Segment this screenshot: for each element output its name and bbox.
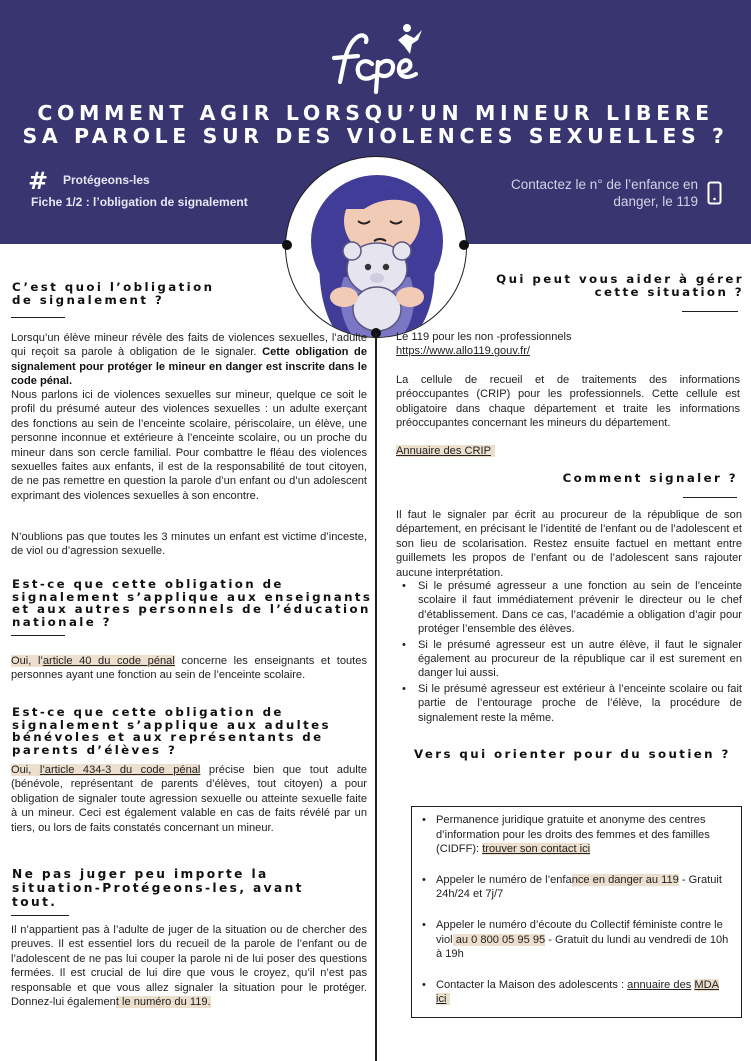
signaler-bullet-list	[396, 579, 742, 726]
heading-line: signalement s’applique aux enseignants	[12, 589, 373, 604]
page-title	[0, 102, 751, 148]
heading-line: et aux autres personnels de l’éducation	[12, 602, 371, 616]
support-box	[411, 806, 742, 1018]
heading-line: cette situation ?	[594, 284, 744, 299]
child-hugging-teddy-image	[286, 157, 467, 338]
heading-line: Qui peut vous aider à gérer	[496, 272, 744, 286]
child-illustration	[285, 156, 467, 338]
comment-signaler-paragraph: Il faut le signaler par écrit au procureur de la république de son département, en précisant le l’identité de l’enfant ou de l’adolescent et son lieu de scolarisation. Restez ensuite factuel en mettant entre guillemets les propos de l’enfant ou de l’adolescent sans rajouter aucune interprétation.	[396, 509, 742, 579]
heading-line: Est-ce que cette obligation de	[12, 705, 284, 719]
heading-line: nationale ?	[12, 614, 112, 629]
text-span: Oui,	[11, 764, 40, 776]
text-span: Appeler le numéro d’écoute du Collectif féministe contre le viol	[436, 918, 723, 946]
text-span	[11, 764, 200, 776]
timeline-dot-left	[282, 240, 292, 250]
list-item: • Si le présumé agresseur a une fonction au sein de l’enceinte scolaire il faut immédiatement prévenir le directeur ou le chef d’établissement. Dans ce cas, l’académie a obligation d’agir pour protéger l’ensemble des élèves.	[396, 579, 742, 637]
highlighted-phone-number: au 0 800 05 95 95	[452, 933, 546, 946]
annuaire-crip-link[interactable]: Annuaire des CRIP	[396, 445, 495, 457]
text-span: Lorsqu’un élève mineur révèle des faits de violences sexuelles, l’adulte qui reçoit sa parole à obligation de le signaler.	[11, 332, 367, 359]
list-item: • Si le présumé agresseur est un autre élève, il faut le signaler également au procureur de la république car il est surement en danger lui aussi.	[396, 638, 742, 681]
section-heading-teachers	[12, 578, 372, 628]
title-line-1: COMMENT AGIR LORSQU’UN MINEUR LIBERE	[37, 101, 714, 125]
text-span: - Gratuit du lundi au vendredi de 10h à 19h	[436, 933, 729, 961]
text-span: concerne les enseignants et toutes personnes ayant une fonction au sein de l’enceinte scolaire.	[11, 655, 367, 682]
heading-line: Vers qui orienter pour du soutien ?	[414, 747, 731, 761]
text-span: - Gratuit 24h/24 et 7j/7	[436, 873, 722, 901]
section-heading-qui-peut-aider	[440, 273, 744, 298]
text-span: précise bien que tout adulte (bénévole, représentant de parents d’élèves, tout citoyen) a pour obligation de signaler toute agression sexuelle ou atteinte sexuelle faite à un mineur. Ceci est également valable en cas de faits révélé par un tiers, ou lors de faits constatés concernant un mineur.	[11, 764, 367, 834]
mda-annuaire-link-cont[interactable]: MDA ici	[436, 978, 720, 1006]
heading-underline	[11, 635, 65, 636]
list-item-cfcv	[412, 918, 740, 962]
fiche-label: Fiche 1/2 : l’obligation de signalement	[31, 195, 248, 209]
volunteers-paragraph	[11, 763, 367, 835]
list-item-cidff	[412, 813, 740, 857]
text-span: Il n’appartient pas à l’adulte de juger de la situation ou de chercher des preuves. Il est essentiel lors du recueil de la parole de l’enfant ou de l’adolescent de ne pas lui couper la parole ni de lui poser des questions fermées. Il est crucial de lui dire que vous le croyez, qu’il n’est pas responsable et que vous allez signaler la situation pour le protéger. Donnez-lui égalemen	[11, 924, 367, 1009]
section-heading-comment-signaler	[440, 472, 738, 485]
contact-line-1: Contactez le n° de l’enfance en	[510, 177, 698, 192]
tagline: Protégeons-les	[63, 173, 150, 187]
heading-line: de signalement ?	[12, 292, 165, 307]
article-40-link[interactable]: article 40 du code pénal	[42, 655, 175, 667]
heading-line: Ne pas juger peu importe la	[12, 867, 269, 881]
text-span: Contacter la Maison des adolescents :	[436, 978, 628, 991]
support-list	[412, 813, 740, 1023]
heading-line: tout.	[12, 895, 58, 909]
section-heading-ne-pas-juger	[12, 867, 304, 909]
heading-line: Comment signaler ?	[562, 471, 738, 485]
title-line-2: SA PAROLE SUR DES VIOLENCES SEXUELLES ?	[22, 124, 729, 148]
heading-underline	[11, 915, 69, 916]
article-434-3-link[interactable]: l’article 434-3 du code pénal	[39, 764, 201, 776]
highlighted-119: t le numéro du 119.	[115, 996, 211, 1009]
contact-119-text	[470, 176, 698, 210]
list-item-119	[412, 873, 740, 902]
fcpe-logo	[318, 18, 428, 100]
heading-line: situation-Protégeons-les, avant	[12, 881, 304, 895]
smartphone-icon	[707, 181, 722, 205]
allo119-link[interactable]: https://www.allo119.gouv.fr/	[396, 345, 531, 358]
timeline-dot-right	[459, 240, 469, 250]
ne-pas-juger-paragraph	[11, 923, 367, 1009]
bold-text: Cette obligation de signalement pour protéger le mineur en danger est inscrite dans le code pénal.	[11, 346, 368, 388]
heading-underline	[11, 317, 65, 318]
section-heading-soutien	[414, 748, 731, 761]
section-heading-volunteers	[12, 706, 331, 756]
text-span	[11, 655, 175, 667]
text-span: Oui, l’	[11, 655, 43, 667]
heading-line: signalement s’applique aux adultes	[12, 717, 331, 732]
column-divider	[375, 333, 377, 1061]
aid-119-line: Le 119 pour les non -professionnels	[396, 331, 572, 343]
teachers-paragraph	[11, 654, 367, 683]
crip-annuaire	[396, 444, 740, 458]
hashtag-icon: #	[28, 167, 49, 195]
obligation-paragraph-3: N’oublions pas que toutes les 3 minutes un enfant est victime d’inceste, de viol ou d’agression sexuelle.	[11, 531, 367, 558]
heading-underline	[683, 497, 737, 498]
heading-line: bénévoles et aux représentants de	[12, 730, 324, 744]
contact-line-2: danger, le 119	[613, 194, 698, 209]
list-item-mda	[412, 978, 740, 1007]
heading-line: Est-ce que cette obligation de	[12, 577, 284, 591]
cidff-contact-link[interactable]: trouver son contact ici	[482, 843, 591, 856]
heading-line: C’est quoi l’obligation	[12, 280, 215, 294]
heading-underline	[682, 311, 738, 312]
obligation-paragraph-2: Nous parlons ici de violences sexuelles sur mineur, quelque ce soit le profil du présumé auteur des violences sexuelles : un adulte exerçant des fonctions au sein de l’enceinte scolaire, périscolaire, un élève, une personne inconnue et extérieure à l’enceinte scolaire, ou un proche du mineur dans son cercle familial. Pour combattre le fléau des violences sexuelles faites aux enfants, il est de la responsabilité de tout citoyen, de ne pas remettre en question la parole d’un enfant ou d’un adolescent exprimant des violences sexuelles à son encontre.	[11, 389, 367, 502]
aid-119-text	[396, 330, 740, 359]
section-heading-obligation	[12, 281, 214, 306]
list-item: • Si le présumé agresseur est extérieur à l’enceinte scolaire ou fait partie de l’entourage proche de l’élève, la procédure de signalement reste la même.	[396, 682, 742, 725]
mda-annuaire-link[interactable]: annuaire des	[627, 978, 692, 991]
heading-line: parents d’élèves ?	[12, 742, 178, 757]
text-span: Permanence juridique gratuite et anonyme des centres d’information pour les droits des femmes et des familles (CIDFF):	[436, 814, 710, 856]
highlighted-119: nce en danger au 119	[571, 873, 679, 886]
text-span: Appeler le numéro de l’enfa	[436, 873, 572, 886]
obligation-paragraph-1	[11, 331, 367, 389]
crip-paragraph: La cellule de recueil et de traitements des informations préoccupantes (CRIP) pour les professionnels. Cette cellule est obligatoire dans chaque département et traite les informations préoccupantes concernant les mineurs du département.	[396, 374, 740, 430]
